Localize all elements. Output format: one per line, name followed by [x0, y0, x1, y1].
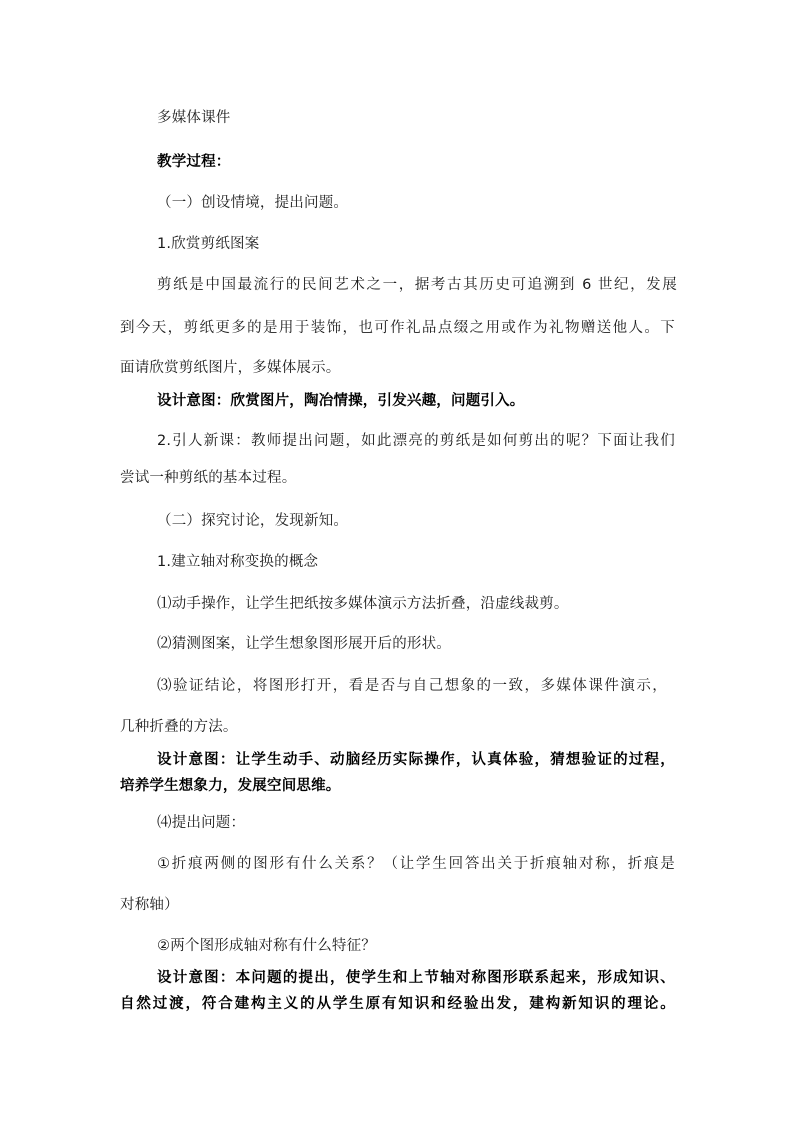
- section-heading: 教学过程：: [157, 154, 231, 170]
- design-intent: 设计意图：让学生动手、动脑经历实际操作，认真体验，猜想验证的过程，: [157, 752, 675, 768]
- design-intent: 设计意图：欣赏图片，陶冶情操，引发兴趣，问题引入。: [157, 393, 525, 409]
- text-line: 1.欣赏剪纸图案: [157, 236, 260, 252]
- subsection-heading: （一）创设情境，提出问题。: [157, 195, 349, 211]
- list-item: ⑷提出问题：: [157, 815, 246, 831]
- text-line: 多媒体课件: [157, 110, 231, 126]
- list-item: ⑵猜测图案，让学生想象图形展开后的形状。: [157, 636, 451, 652]
- list-item: ⑴动手操作，让学生把纸按多媒体演示方法折叠，沿虚线裁剪。: [157, 596, 569, 612]
- design-intent: 自然过渡，符合建构主义的从学生原有知识和经验出发，建构新知识的理论。: [120, 996, 675, 1012]
- list-item: ②两个图形成轴对称有什么特征？: [157, 938, 376, 954]
- paragraph-line: 对称轴）: [120, 897, 179, 913]
- subsection-heading: （二）探究讨论，发现新知。: [157, 513, 349, 529]
- paragraph-line: 剪纸是中国最流行的民间艺术之一，据考古其历史可追溯到 6 世纪，发展: [157, 277, 677, 293]
- paragraph-line: 尝试一种剪纸的基本过程。: [120, 470, 297, 486]
- paragraph-line: 到今天，剪纸更多的是用于装饰，也可作礼品点缀之用或作为礼物赠送他人。下: [120, 320, 675, 336]
- text-line: 1.建立轴对称变换的概念: [157, 554, 319, 570]
- list-item: ①折痕两侧的图形有什么关系？（让学生回答出关于折痕轴对称，折痕是: [157, 856, 675, 872]
- paragraph-line: 面请欣赏剪纸图片，多媒体展示。: [120, 360, 341, 376]
- paragraph-line: 几种折叠的方法。: [120, 719, 238, 735]
- design-intent: 设计意图：本问题的提出，使学生和上节轴对称图形联系起来，形成知识、: [157, 970, 675, 986]
- list-item: ⑶验证结论，将图形打开，看是否与自己想象的一致，多媒体课件演示，: [157, 678, 667, 694]
- design-intent: 培养学生想象力，发展空间思维。: [120, 778, 341, 794]
- paragraph-line: 2.引人新课：教师提出问题，如此漂亮的剪纸是如何剪出的呢？下面让我们: [157, 433, 675, 449]
